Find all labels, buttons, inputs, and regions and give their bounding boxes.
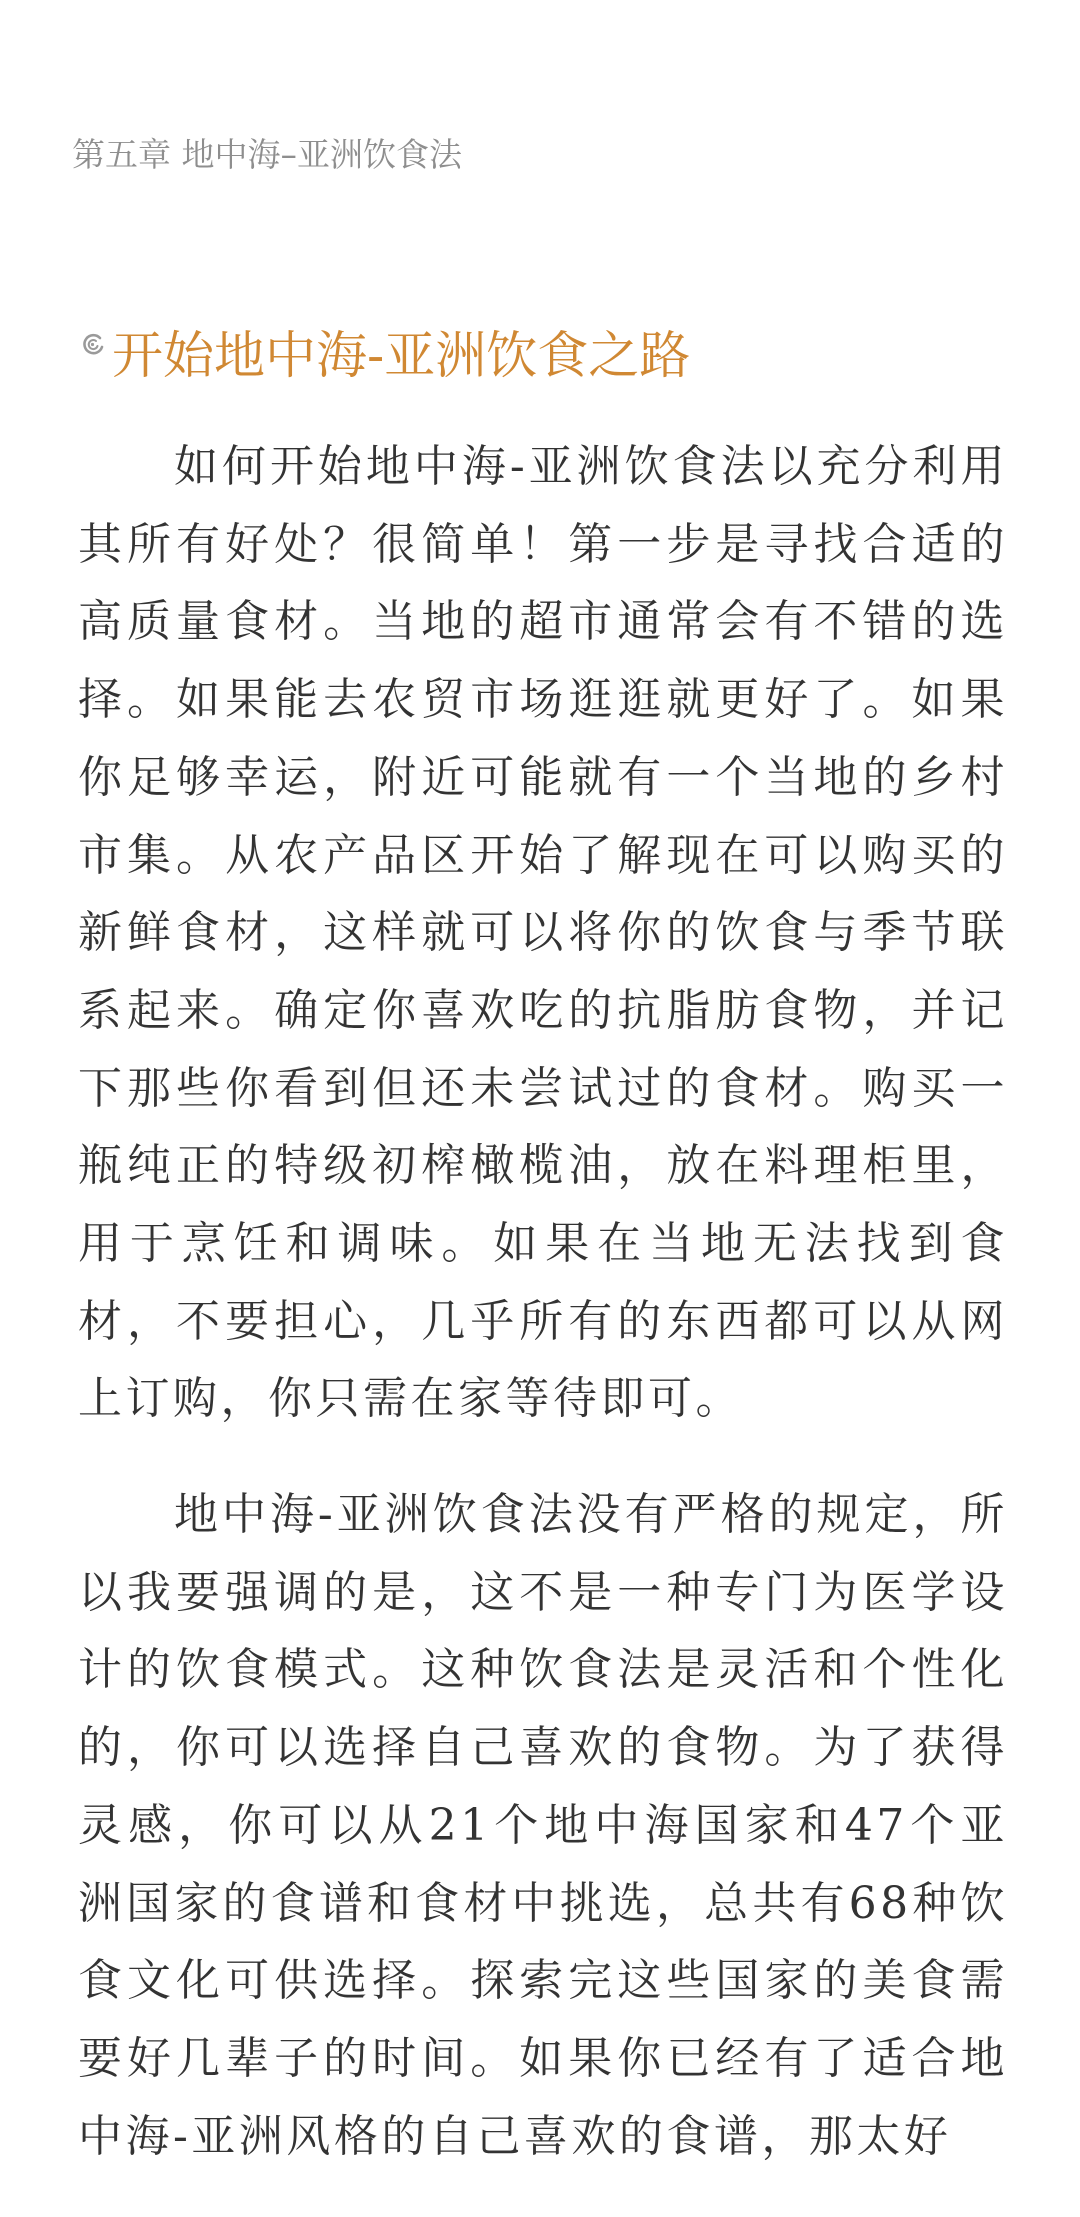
running-header: 第五章 地中海–亚洲饮食法 — [72, 135, 462, 174]
body-paragraph-2: 地中海-亚洲饮食法没有严格的规定，所以我要强调的是，这不是一种专门为医学设计的饮食模式。这种饮食法是灵活和个性化的，你可以选择自己喜欢的食物。为了获得灵感，你可以从21个地中海国家和47个亚洲国家的食谱和食材中挑选，总共有68种饮食文化可供选择。探索完这些国家的美食需要好几辈子的时间。如果你已经有了适合地中海-亚洲风格的自己喜欢的食谱，那太好 — [78, 1489, 1008, 2162]
decorative-swirl-icon — [78, 330, 108, 360]
body-paragraph-1: 如何开始地中海-亚洲饮食法以充分利用其所有好处？很简单！第一步是寻找合适的高质量食材。当地的超市通常会有不错的选择。如果能去农贸市场逛逛就更好了。如果你足够幸运，附近可能就有一个当地的乡村市集。从农产品区开始了解现在可以购买的新鲜食材，这样就可以将你的饮食与季节联系起来。确定你喜欢吃的抗脂肪食物，并记下那些你看到但还未尝试过的食材。购买一瓶纯正的特级初榨橄榄油，放在料理柜里，用于烹饪和调味。如果在当地无法找到食材，不要担心，几乎所有的东西都可以从网上订购，你只需在家等待即可。 — [78, 441, 1008, 1425]
section-title: 开始地中海-亚洲饮食之路 — [112, 327, 691, 386]
section-heading — [78, 326, 690, 388]
